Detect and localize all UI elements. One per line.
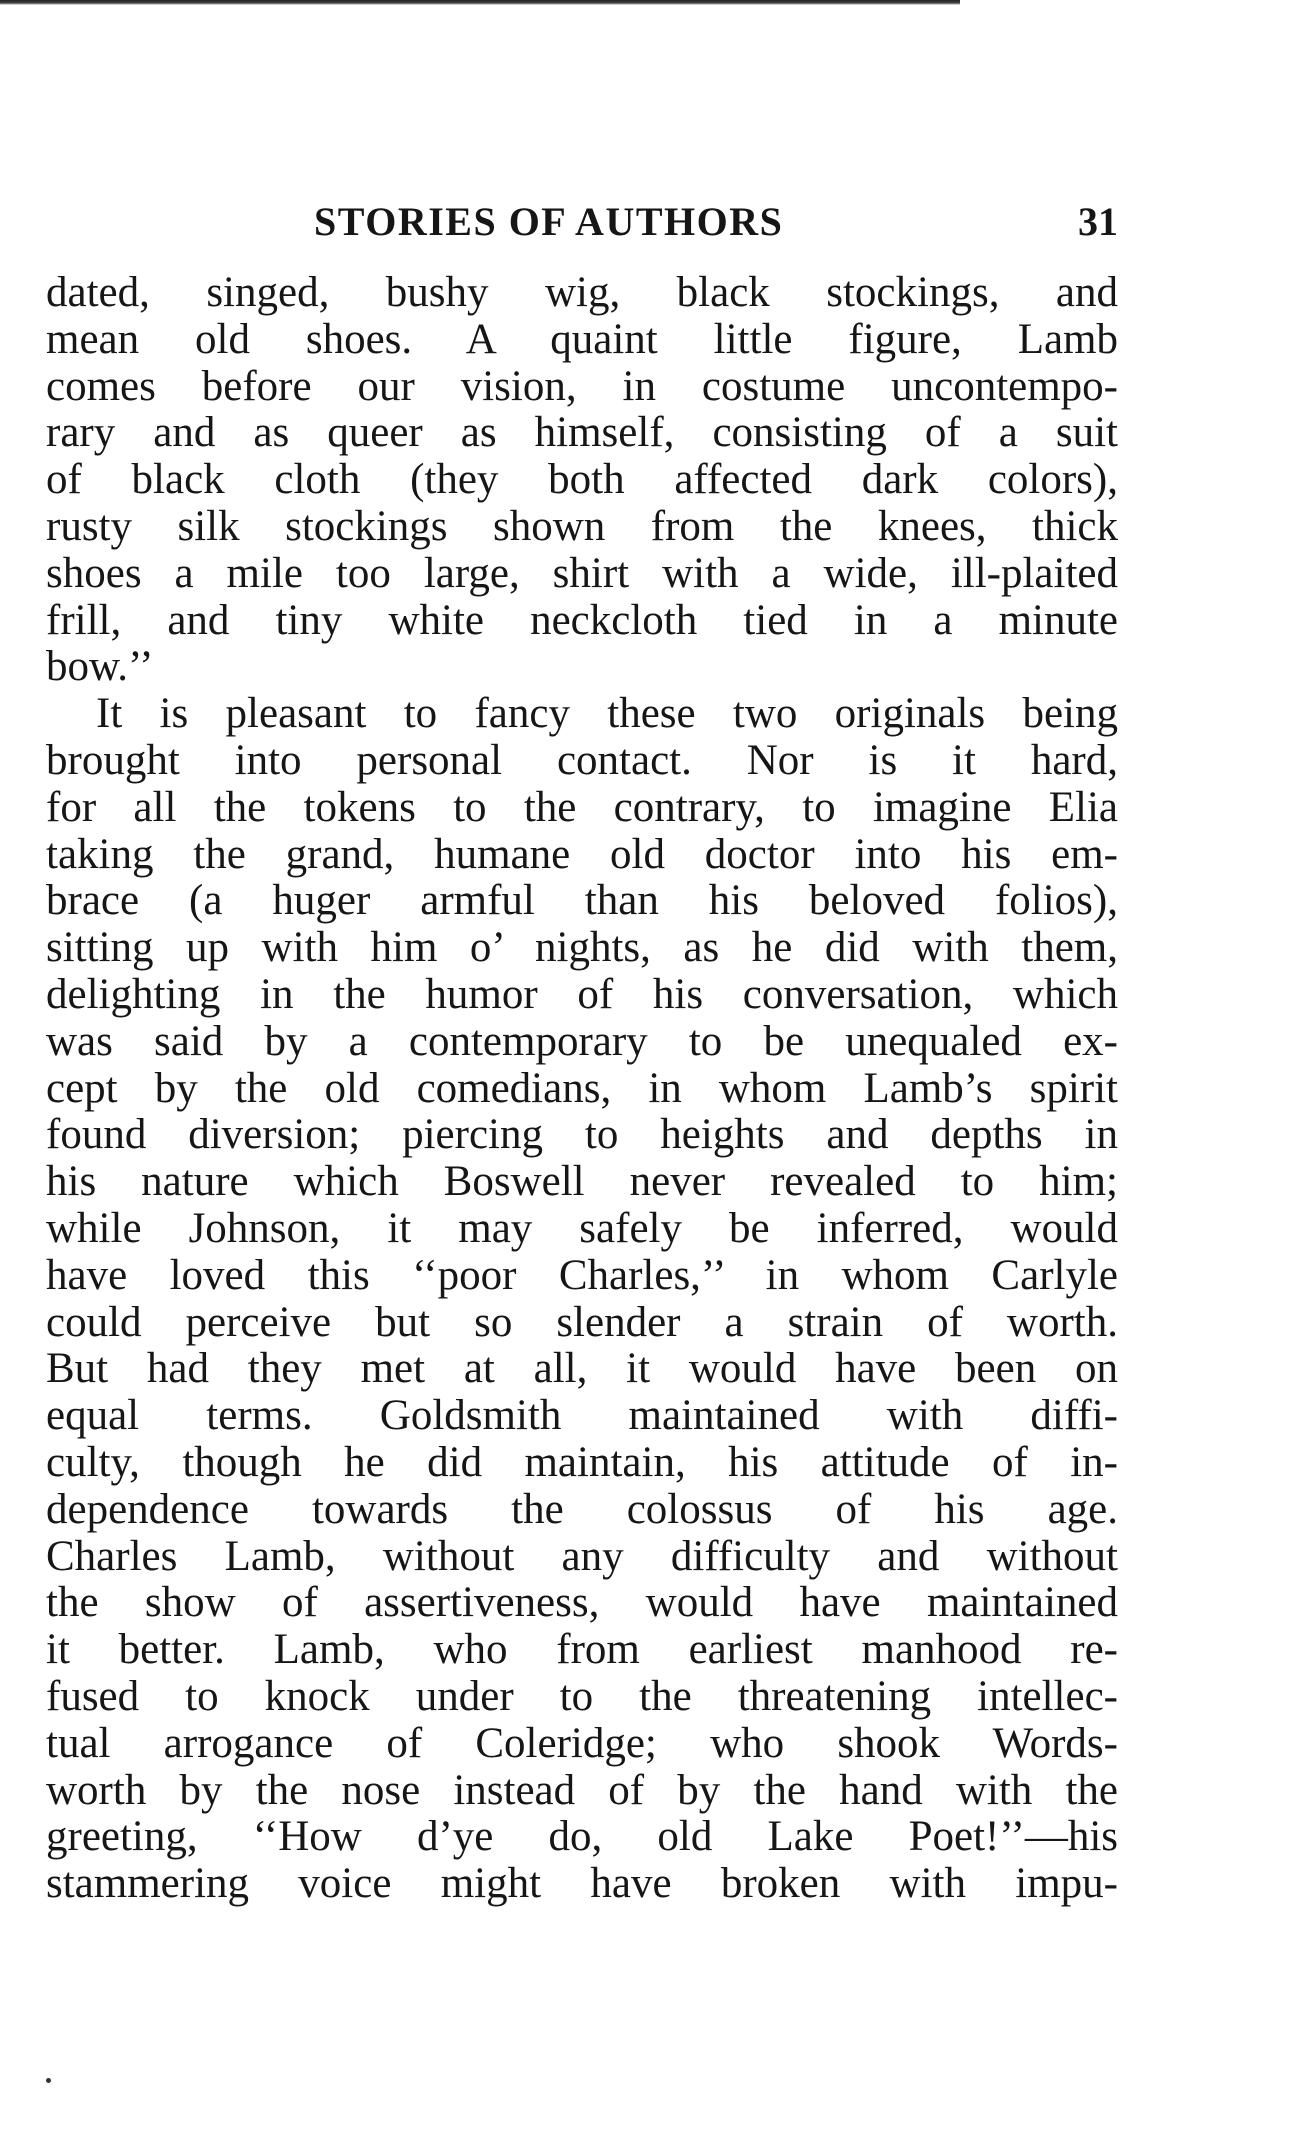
text-line: bow.’’: [46, 643, 154, 691]
text-line: frill, and tiny white neckcloth tied in a minute: [46, 596, 1118, 644]
text-line: his nature which Boswell never revealed to him;: [46, 1158, 1118, 1206]
text-line: brace (a huger armful than his beloved folios),: [46, 877, 1118, 925]
paragraph-1: [46, 270, 1118, 691]
text-line: rusty silk stockings shown from the knees, thick: [46, 502, 1118, 550]
paragraph-2: [46, 691, 1118, 1908]
top-edge-rule: [0, 0, 960, 5]
text-line: for all the tokens to the contrary, to imagine Elia: [46, 783, 1118, 831]
text-line: dated, singed, bushy wig, black stockings, and: [46, 269, 1118, 316]
text-line: equal terms. Goldsmith maintained with diffi-: [46, 1392, 1118, 1440]
body-text: [46, 270, 1118, 1908]
text-line: comes before our vision, in costume uncontempo-: [46, 362, 1118, 410]
text-line: worth by the nose instead of by the hand with the: [46, 1766, 1118, 1814]
text-line: while Johnson, it may safely be inferred, would: [46, 1204, 1118, 1252]
text-line: greeting, ‘‘How d’ye do, old Lake Poet!’’—his: [46, 1813, 1118, 1861]
text-line: culty, though he did maintain, his attitude of in-: [46, 1438, 1118, 1486]
text-line: was said by a contemporary to be unequaled ex-: [46, 1017, 1118, 1065]
text-line: tual arrogance of Coleridge; who shook Words-: [46, 1719, 1118, 1767]
text-line: It is pleasant to fancy these two originals being: [96, 690, 1118, 738]
text-line: sitting up with him o’ nights, as he did with them,: [46, 924, 1118, 972]
text-line: shoes a mile too large, shirt with a wide, ill-plaited: [46, 549, 1118, 597]
text-line: rary and as queer as himself, consisting of a suit: [46, 409, 1118, 457]
text-line: stammering voice might have broken with impu-: [46, 1860, 1118, 1908]
text-line: dependence towards the colossus of his age.: [46, 1485, 1118, 1533]
text-line: the show of assertiveness, would have maintained: [46, 1579, 1118, 1627]
text-line: But had they met at all, it would have been on: [46, 1345, 1118, 1393]
running-title: STORIES OF AUTHORS: [314, 199, 784, 244]
text-line: found diversion; piercing to heights and depths in: [46, 1111, 1118, 1159]
text-line: mean old shoes. A quaint little figure, Lamb: [46, 315, 1118, 363]
text-line: fused to knock under to the threatening intellec-: [46, 1672, 1118, 1720]
text-line: taking the grand, humane old doctor into his em-: [46, 830, 1118, 878]
ink-speck: [46, 2078, 51, 2083]
text-line: could perceive but so slender a strain of worth.: [46, 1298, 1118, 1346]
text-line: Charles Lamb, without any difficulty and without: [46, 1532, 1118, 1580]
text-line: delighting in the humor of his conversation, which: [46, 970, 1118, 1018]
text-line: brought into personal contact. Nor is it hard,: [46, 736, 1118, 784]
text-line: have loved this ‘‘poor Charles,’’ in whom Carlyle: [46, 1251, 1118, 1299]
running-head: [46, 198, 1118, 250]
text-line: of black cloth (they both affected dark colors),: [46, 456, 1118, 504]
page-number: 31: [1078, 199, 1118, 244]
text-line: cept by the old comedians, in whom Lamb’s spirit: [46, 1064, 1118, 1112]
text-line: it better. Lamb, who from earliest manhood re-: [46, 1626, 1118, 1674]
